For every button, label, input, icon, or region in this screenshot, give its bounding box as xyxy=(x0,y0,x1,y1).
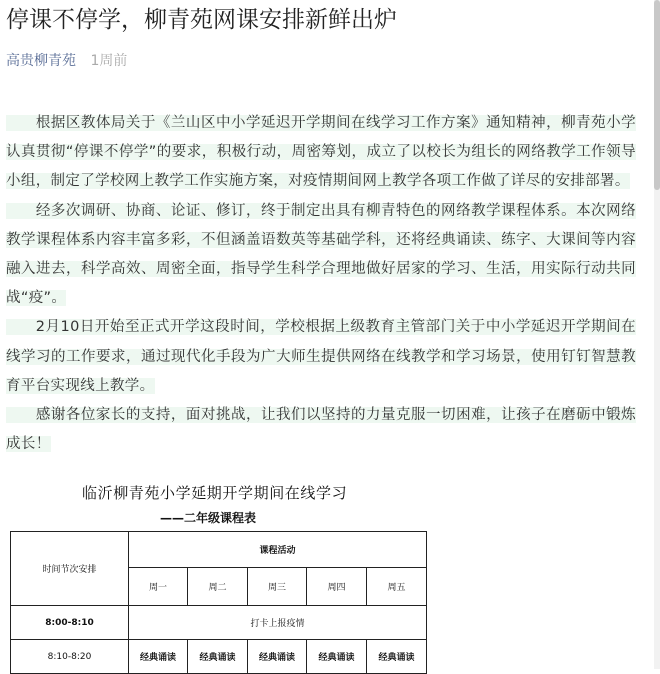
time-cell: 8:00-8:10 xyxy=(11,606,129,640)
activity-cell: 经典诵读 xyxy=(248,640,307,674)
article-meta xyxy=(6,51,127,71)
paragraph: 经多次调研、协商、论证、修订，终于制定出具有柳青特色的网络教学课程体系。本次网络教学课程体系内容丰富多彩，不但涵盖语数英等基础学科，还将经典诵读、练字、大课间等内容融入进去，科学高效、周密全面，指导学生科学合理地做好居家的学习、生活，用实际行动共同战“疫”。 xyxy=(6,202,636,307)
author-link[interactable]: 高贵柳青苑 xyxy=(6,53,76,69)
day-header: 周三 xyxy=(248,568,307,606)
activity-cell: 经典诵读 xyxy=(367,640,427,674)
day-header: 周四 xyxy=(307,568,367,606)
page-scrollbar[interactable] xyxy=(654,0,660,669)
activity-cell: 经典诵读 xyxy=(307,640,367,674)
paragraph: 根据区教体局关于《兰山区中小学延迟开学期间在线学习工作方案》通知精神，柳青苑小学认真贯彻“停课不停学”的要求，积极行动，周密筹划，成立了以校长为组长的网络教学工作领导小组，制定了学校网上教学工作实施方案，对疫情期间网上教学各项工作做了详尽的安排部署。 xyxy=(6,115,636,190)
schedule-subtitle: ——二年级课程表 xyxy=(160,511,257,525)
article-body xyxy=(6,109,636,459)
time-cell: 8:10-8:20 xyxy=(11,640,129,674)
course-header: 课程活动 xyxy=(129,532,427,568)
time-header: 时间节次安排 xyxy=(11,532,129,606)
schedule-title: 临沂柳青苑小学延期开学期间在线学习 xyxy=(82,484,348,502)
paragraph: 2月10日开始至正式开学这段时间，学校根据上级教育主管部门关于中小学延迟开学期间在线学习的工作要求，通过现代化手段为广大师生提供网络在线教学和学习场景，使用钉钉智慧教育平台实现线上教学。 xyxy=(6,319,636,394)
scrollbar-thumb[interactable] xyxy=(654,0,660,190)
paragraph: 感谢各位家长的支持，面对挑战，让我们以坚持的力量克服一切困难，让孩子在磨砺中锻炼成长！ xyxy=(6,407,636,453)
article-title: 停课不停学，柳青苑网课安排新鲜出炉 xyxy=(6,7,397,33)
day-header: 周二 xyxy=(188,568,248,606)
activity-cell: 经典诵读 xyxy=(188,640,248,674)
day-header: 周五 xyxy=(367,568,427,606)
activity-cell: 经典诵读 xyxy=(129,640,188,674)
day-header: 周一 xyxy=(129,568,188,606)
publish-time: 1周前 xyxy=(90,53,128,69)
schedule-table xyxy=(10,531,427,674)
merged-activity-cell: 打卡上报疫情 xyxy=(129,606,427,640)
